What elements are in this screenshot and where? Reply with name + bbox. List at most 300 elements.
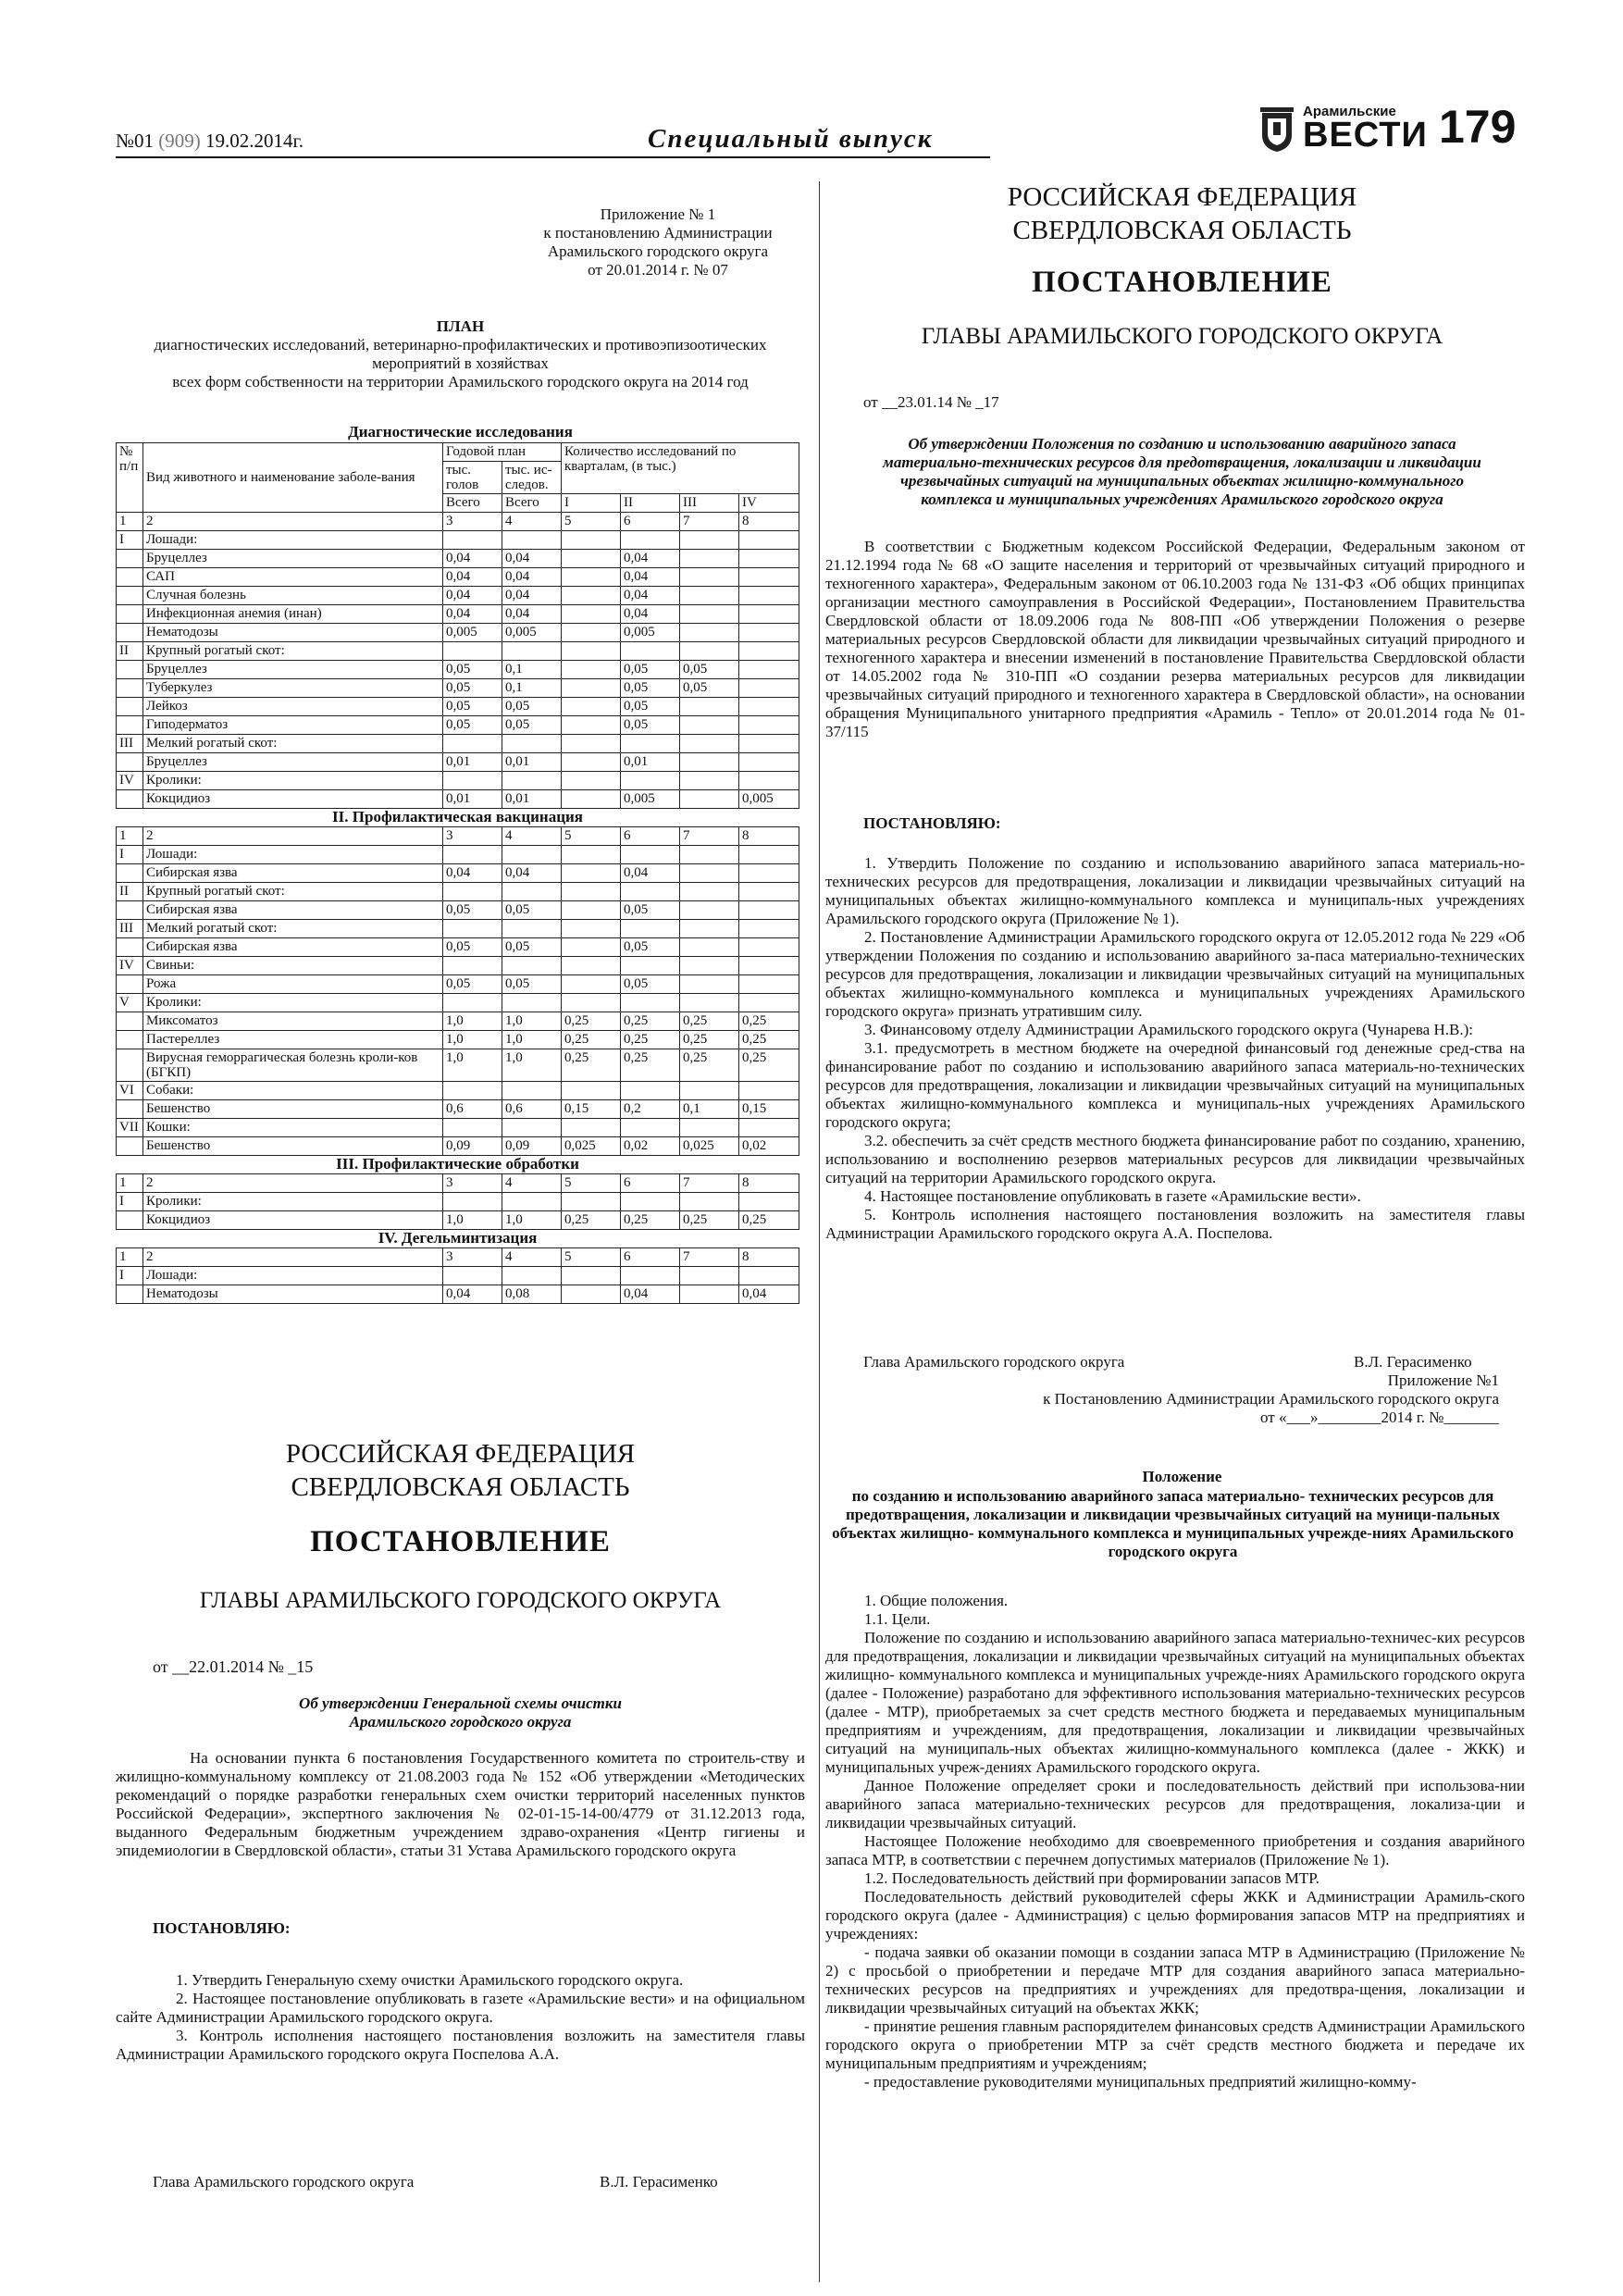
plan-table [116,442,799,1304]
table-cell [739,661,799,679]
table-row [117,735,799,753]
table-cell: Крупный рогатый скот: [143,883,443,901]
table-cell: 3 [443,1174,502,1193]
table-cell [680,975,739,994]
right-sign-title: Глава Арамильского городского округа [863,1353,1125,1371]
table-cell [502,1267,562,1285]
left-rf-heading [116,1437,805,1504]
table-cell: 0,6 [502,1100,562,1119]
table-cell: 6 [621,513,680,531]
table-cell: 7 [680,513,739,531]
table-cell: 1,0 [502,1012,562,1031]
decree-item: 3. Финансовому отделу Администрации Арамильского городского округа (Чунарева Н.В.): [864,1021,1473,1038]
table-cell: 0,25 [680,1211,739,1230]
table-cell [562,716,621,735]
logo-small-text: Арамильские [1303,104,1396,119]
right-sign-name: В.Л. Герасименко [1354,1353,1472,1371]
table-cell: 0,25 [739,1012,799,1031]
table-cell [443,1082,502,1100]
decree-item: 1. Утвердить Положение по созданию и использованию аварийного запаса материаль-но-технических ресурсов для предотвращения, локализации и ликвидации чрезвычайных ситуаций на муниципальных объектах жилищно-коммунального комплекса и муниципаль-ных учреждениях Арамильского городского округа (Приложение № 1). [825,854,1525,927]
table-cell: 0,04 [443,864,502,883]
table-cell [117,1211,143,1230]
table-cell [117,975,143,994]
table-cell: 0,05 [502,698,562,716]
table-cell: 0,05 [680,661,739,679]
left-decree-basis: На основании пункта 6 постановления Государственного комитета по строитель-ству и жилищно-коммунальному комплексу от 21.08.2003 года № 152 «Об утверждении «Методических рекомендаций о порядке разработки генеральных схем очистки территорий населенных пунктов Российской Федерации», экспертного заключения № 02-01-15-14-00/4779 от 31.12.2013 года, выданного Федеральным бюджетным учреждением здраво-охранения «Центр гигиены и эпидемиологии в Свердловской области», статьи 31 Устава Арамильского городского округа [116,1749,805,1859]
table-cell: 5 [562,1174,621,1193]
rf-line: РОССИЙСКАЯ ФЕДЕРАЦИЯ [285,1439,636,1469]
table-cell: 6 [621,1248,680,1267]
right-decree-items [825,854,1525,1243]
table-cell [443,1119,502,1137]
table-cell [680,753,739,772]
table-cell: Миксоматоз [143,1012,443,1031]
subject-line: Об утверждении Генеральной схемы очистки [299,1694,622,1712]
table-cell: 0,05 [621,661,680,679]
table-cell: 0,01 [502,790,562,809]
table-cell: 0,005 [621,624,680,642]
table-cell: 0,1 [502,679,562,698]
table-cell: IV [117,772,143,790]
table-cell: 1 [117,1174,143,1193]
table-cell: 1,0 [443,1211,502,1230]
plan-subtitle-line: мероприятий в хозяйствах [372,354,549,372]
table-cell: V [117,994,143,1012]
table-cell: 1,0 [502,1211,562,1230]
subject-line: комплекса и муниципальных учреждениях Арамильского городского округа [921,490,1443,508]
table-cell: Туберкулез [143,679,443,698]
appendix-line: Приложение № 1 [600,205,716,223]
table-cell [739,864,799,883]
table-header-row [117,443,799,462]
left-sign-name: В.Л. Герасименко [600,2173,718,2191]
header-rule [116,156,990,158]
coat-of-arms-icon [1258,107,1295,154]
table-cell [443,1193,502,1211]
decree-item: 2. Постановление Администрации Арамильского городского округа от 12.05.2012 года № 229 «Об утверждении Положения по созданию и использованию аварийного за-паса материально-технических ресурсов для предотвращения, локализации и ликвидации чрезвычайных ситуаций на муниципальных объектах жилищно-коммунального комплекса и муниципальных учреждениях Арамильского городского округа» признать утратившим силу. [825,928,1525,1020]
table-cell [502,772,562,790]
issue-date: 19.02.2014г. [205,130,304,152]
table-cell: 0,25 [562,1049,621,1082]
table-cell: 0,09 [502,1137,562,1156]
table-cell [562,864,621,883]
table-cell: 6 [621,1174,680,1193]
col-head-plan: Годовой план [443,443,562,462]
table-row [117,1082,799,1100]
table-cell: 0,04 [621,550,680,568]
table-cell: 0,05 [443,938,502,957]
left-decree-subject [116,1694,805,1731]
table-cell [680,1267,739,1285]
regulation-body [825,1592,1525,2091]
table-cell: 0,04 [621,587,680,605]
left-decree-decide: ПОСТАНОВЛЯЮ: [153,1919,291,1937]
table-cell [739,957,799,975]
table-cell [562,957,621,975]
table-cell [562,531,621,550]
table-cell: 0,04 [443,587,502,605]
table-cell: 8 [739,513,799,531]
table-cell [680,846,739,864]
table-cell [502,1119,562,1137]
table-cell: 0,05 [621,679,680,698]
table-row [117,1267,799,1285]
table-cell [562,550,621,568]
section-title-row [117,809,799,827]
table-cell: 0,09 [443,1137,502,1156]
table-cell: Бруцеллез [143,661,443,679]
section-title: III. Профилактические обработки [117,1156,799,1174]
right-decree-title: ПОСТАНОВЛЕНИЕ [1032,266,1332,299]
table-cell [739,975,799,994]
table-cell: VI [117,1082,143,1100]
table-cell: 0,04 [443,1285,502,1304]
regulation-title: Положение [1142,1468,1222,1485]
table-cell [117,1285,143,1304]
table-cell [621,642,680,661]
table-cell [502,883,562,901]
region-line: СВЕРДЛОВСКАЯ ОБЛАСТЬ [1012,216,1352,245]
table-cell [117,1100,143,1119]
table-cell: 0,05 [502,716,562,735]
table-cell [739,920,799,938]
table-cell [502,994,562,1012]
table-row [117,846,799,864]
right-appendix-ref [925,1371,1499,1427]
table-row [117,1193,799,1211]
table-cell [117,901,143,920]
table-row [117,901,799,920]
table-cell: 8 [739,1248,799,1267]
col-head-q2: II [621,494,680,513]
col-head-heads: тыс. голов [443,462,502,494]
table-cell [117,1031,143,1049]
table-cell: Инфекционная анемия (инан) [143,605,443,624]
table-cell [739,846,799,864]
appendix-line: Приложение №1 [1387,1371,1499,1389]
table-row [117,1211,799,1230]
table-cell [680,568,739,587]
table-cell: Бруцеллез [143,753,443,772]
table-cell: 0,005 [621,790,680,809]
table-cell: Сибирская язва [143,901,443,920]
table-cell [739,531,799,550]
table-cell [739,1082,799,1100]
table-cell: 0,005 [739,790,799,809]
table-cell [680,716,739,735]
table-cell: I [117,531,143,550]
regulation-paragraph: Данное Положение определяет сроки и последовательность действий при использова-нии аварийного запаса материально-технических ресурсов для предотвращения, локализа-ции и ликвидации чрезвычайных ситуаций. [825,1777,1525,1831]
regulation-paragraph: 1.1. Цели. [864,1610,931,1628]
table-cell: 0,25 [739,1049,799,1082]
table-cell: I [117,1193,143,1211]
table-cell: 0,005 [443,624,502,642]
table-cell [117,864,143,883]
table-cell: Бешенство [143,1137,443,1156]
table-row [117,957,799,975]
left-decree-date: от __22.01.2014 № _15 [153,1657,314,1676]
table-cell [117,605,143,624]
table-cell: 4 [502,1248,562,1267]
table-cell [502,642,562,661]
table-cell [117,938,143,957]
table-cell [443,883,502,901]
table-row [117,568,799,587]
table-cell: 4 [502,513,562,531]
table-cell: 0,05 [443,975,502,994]
table-cell: 0,04 [502,550,562,568]
table-cell [739,679,799,698]
table-cell: 0,25 [621,1031,680,1049]
table-cell: 5 [562,827,621,846]
table-cell: 1,0 [502,1049,562,1082]
table-cell [502,846,562,864]
table-cell: Собаки: [143,1082,443,1100]
rf-line: РОССИЙСКАЯ ФЕДЕРАЦИЯ [1007,182,1357,212]
table-cell: 1,0 [443,1049,502,1082]
table-cell: Бешенство [143,1100,443,1119]
table-cell [680,994,739,1012]
table-cell: 0,25 [562,1211,621,1230]
table-cell: Кокцидиоз [143,1211,443,1230]
table-cell [117,550,143,568]
table-cell [680,790,739,809]
table-cell [680,1193,739,1211]
decree-item: 3.2. обеспечить за счёт средств местного бюджета финансирование работ по созданию, хранению, использованию и восполнению резервов материальных ресурсов для ликвидации чрезвычайных ситуаций на территории Арамильского городского округа. [825,1132,1525,1186]
table-cell: 0,04 [739,1285,799,1304]
table-cell: 0,05 [502,901,562,920]
subject-line: Об утверждении Положения по созданию и использованию аварийного запаса [908,435,1456,453]
plan-table-wrap [116,442,799,1304]
regulation-paragraph: 1. Общие положения. [864,1592,1009,1609]
table-cell: VII [117,1119,143,1137]
table-cell: Лошади: [143,1267,443,1285]
table-cell: 0,04 [502,864,562,883]
table-cell: Лейкоз [143,698,443,716]
table-cell [562,938,621,957]
table-cell: 0,15 [739,1100,799,1119]
table-cell: Случная болезнь [143,587,443,605]
table-cell: 0,04 [621,1285,680,1304]
table-cell [562,883,621,901]
issue-number: №01 [116,130,155,152]
table-cell [443,846,502,864]
table-row [117,1285,799,1304]
table-cell [443,920,502,938]
table-cell [680,938,739,957]
col-head-tests: тыс. ис-следов. [502,462,562,494]
table-cell: 5 [562,1248,621,1267]
table-cell [443,531,502,550]
table-cell [739,642,799,661]
table-cell: 0,05 [502,975,562,994]
table-cell [117,1012,143,1031]
table-cell [739,605,799,624]
table-cell: 0,05 [621,716,680,735]
table-cell: 1,0 [443,1031,502,1049]
table-cell [739,1193,799,1211]
issue-info [116,130,304,153]
table-cell [680,735,739,753]
left-decree-items [116,1971,805,2064]
table-cell: 0,04 [443,605,502,624]
table-cell: 0,25 [621,1012,680,1031]
table-cell [117,624,143,642]
table-cell [621,1119,680,1137]
col-head-total: Всего [443,494,502,513]
table-row [117,624,799,642]
col-head-q4: IV [739,494,799,513]
table-cell [739,994,799,1012]
diag-title: Диагностические исследования [348,423,573,441]
table-cell [562,642,621,661]
table-cell: 1 [117,1248,143,1267]
regulation-paragraph: - предоставление руководителями муниципальных предприятий жилищно-комму- [864,2073,1417,2091]
table-cell [739,938,799,957]
table-row [117,1049,799,1082]
table-cell: 0,04 [621,605,680,624]
table-cell: Рожа [143,975,443,994]
table-row [117,531,799,550]
section-title: II. Профилактическая вакцинация [117,809,799,827]
decree-item: 2. Настоящее постановление опубликовать в газете «Арамильские вести» и на официальном сайте Администрации Арамильского городского округа. [116,1990,805,2026]
left-decree-issuer: ГЛАВЫ АРАМИЛЬСКОГО ГОРОДСКОГО ОКРУГА [199,1588,722,1613]
table-cell: 0,04 [502,605,562,624]
left-sign-title: Глава Арамильского городского округа [153,2173,415,2191]
table-cell [680,605,739,624]
table-cell: Нематодозы [143,624,443,642]
table-cell [621,994,680,1012]
table-cell: 0,04 [443,550,502,568]
table-row [117,1100,799,1119]
table-cell: Крупный рогатый скот: [143,642,443,661]
table-cell [680,587,739,605]
table-cell [680,1082,739,1100]
table-row [117,1137,799,1156]
subject-line: материально-технических ресурсов для предотвращения, локализации и ликвидации [883,453,1481,471]
table-cell [680,957,739,975]
table-cell [117,568,143,587]
table-cell [117,698,143,716]
col-head-total: Всего [502,494,562,513]
table-cell [502,920,562,938]
table-cell [502,735,562,753]
table-cell [502,1082,562,1100]
decree-item: 3. Контроль исполнения настоящего постановления возложить на заместителя главы Администрации Арамильского городского округа Поспелова А.А. [116,2027,805,2063]
table-cell: I [117,846,143,864]
table-cell [562,1119,621,1137]
table-cell: 0,02 [621,1137,680,1156]
table-cell: 3 [443,1248,502,1267]
table-cell [739,1267,799,1285]
table-row [117,661,799,679]
table-cell: 0,04 [502,587,562,605]
table-cell [443,735,502,753]
table-cell: Гиподерматоз [143,716,443,735]
table-cell [621,1082,680,1100]
table-cell [739,901,799,920]
table-row [117,1031,799,1049]
table-row [117,790,799,809]
table-cell: 0,01 [443,790,502,809]
table-cell: Кролики: [143,772,443,790]
table-cell [739,550,799,568]
table-row [117,827,799,846]
decree-item: 4. Настоящее постановление опубликовать в газете «Арамильские вести». [864,1187,1361,1205]
table-cell [680,901,739,920]
plan-subtitle-line: всех форм собственности на территории Арамильского городского округа на 2014 год [172,373,749,391]
table-cell [117,661,143,679]
table-cell [117,753,143,772]
table-cell: Сибирская язва [143,864,443,883]
table-cell [621,1267,680,1285]
page-number: 179 [1439,101,1517,153]
table-cell [502,1193,562,1211]
table-cell: 0,25 [562,1031,621,1049]
table-row [117,642,799,661]
table-cell [117,1137,143,1156]
table-row [117,975,799,994]
table-cell: 0,02 [739,1137,799,1156]
table-cell: 0,6 [443,1100,502,1119]
table-cell [739,568,799,587]
right-decree-date: от __23.01.14 № _17 [863,393,999,411]
decree-item: 1. Утвердить Генеральную схему очистки Арамильского городского округа. [176,1971,684,1989]
table-row [117,920,799,938]
table-cell [562,975,621,994]
table-cell: 0,08 [502,1285,562,1304]
regulation-paragraph: Настоящее Положение необходимо для своевременного приобретения и создания аварийного запаса МТР, в соответствии с перечнем допустимых материалов (Приложение № 1). [825,1832,1525,1868]
table-cell: Кролики: [143,994,443,1012]
table-cell [739,735,799,753]
table-cell [739,772,799,790]
col-head-q1: I [562,494,621,513]
table-cell: 0,05 [621,938,680,957]
left-decree-title: ПОСТАНОВЛЕНИЕ [310,1525,611,1558]
table-cell: Нематодозы [143,1285,443,1304]
table-cell: 0,05 [443,661,502,679]
table-cell: Кокцидиоз [143,790,443,809]
table-cell [562,679,621,698]
table-row [117,679,799,698]
table-cell [680,864,739,883]
appendix-line: к постановлению Администрации [543,224,773,242]
table-cell [621,1193,680,1211]
table-row [117,753,799,772]
regulation-paragraph: - принятие решения главным распорядителем финансовых средств Администрации Арамильского городского округа о приобретении МТР за счёт средств местного бюджета и передаче их муниципальным предприятиям и учреждениям; [825,2017,1525,2072]
table-cell [562,1267,621,1285]
plan-title: ПЛАН [436,317,485,335]
table-cell: 0,05 [502,938,562,957]
table-cell: 1 [117,827,143,846]
table-cell: 0,15 [562,1100,621,1119]
table-cell: III [117,735,143,753]
table-cell: 2 [143,1174,443,1193]
table-cell: 0,05 [621,975,680,994]
appendix-line: от «___»________2014 г. №_______ [1260,1409,1499,1426]
table-cell: 0,05 [621,901,680,920]
table-cell [739,698,799,716]
appendix-line: Арамильского городского округа [547,242,769,260]
table-cell [680,1119,739,1137]
table-row [117,698,799,716]
table-cell: 0,25 [680,1049,739,1082]
table-cell: 1 [117,513,143,531]
table-cell: 0,05 [621,698,680,716]
table-cell [562,772,621,790]
table-cell: Кошки: [143,1119,443,1137]
table-cell [621,531,680,550]
